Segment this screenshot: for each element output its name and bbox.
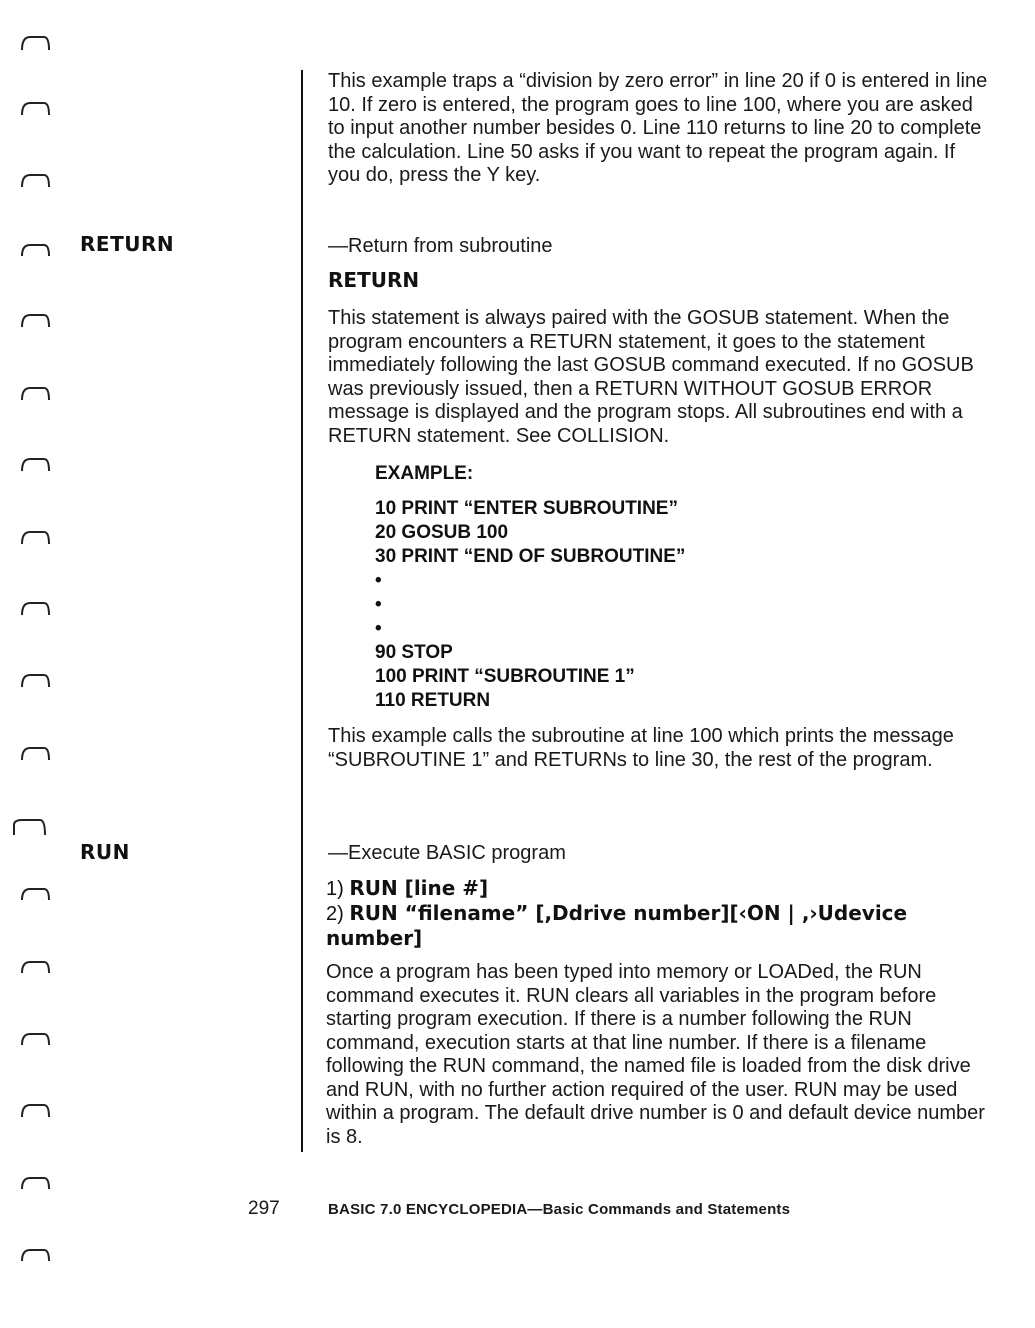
return-description-text: This statement is always paired with the GOSUB statement. When the program encounters a RETURN statement, it goes to the statement immediately following the last GOSUB command executed. If no GOSUB was previously issued, then a RETURN WITHOUT GOSUB ERROR message is displayed and the program stops. All subroutines end with a RETURN statement. See COLLISION.: [328, 307, 974, 447]
intro-paragraph: This example traps a “division by zero error” in line 20 if 0 is entered in line 10. If zero is entered, the program goes to line 100, where you are asked to input another number besides 0. Line 110 returns to line 20 to complete the calculation. Line 50 asks if you want to repeat the program again. If you do, press the Y key.: [328, 70, 988, 186]
return-explanation-text: This example calls the subroutine at line 100 which prints the message “SUBROUTINE 1” and RETURNs to line 30, the rest of the program.: [328, 725, 954, 771]
run-description-text: Once a program has been typed into memory or LOADed, the RUN command executes it. RUN clears all variables in the program before starting program execution. If there is a number following the RUN command, execution starts at that line number. If there is a filename following the RUN command, the named file is loaded from the disk drive and RUN, with no further action required of the user. RUN may be used within a program. The default drive number is 0 and default device number is 8.: [326, 961, 985, 1148]
run-format-2: [326, 901, 986, 951]
code-line: 30 PRINT “END OF SUBROUTINE”: [375, 546, 686, 567]
run-subtitle: —Execute BASIC program: [328, 842, 566, 864]
run-formats: [326, 876, 986, 951]
code-line: 10 PRINT “ENTER SUBROUTINE”: [375, 498, 678, 519]
code-line: 20 GOSUB 100: [375, 522, 509, 543]
return-subtitle: —Return from subroutine: [328, 235, 553, 257]
binding-holes: [0, 0, 70, 1328]
intro-text: [328, 70, 988, 188]
binding-holes-icon: [0, 0, 70, 1328]
column-divider: [301, 70, 303, 1152]
page-number: 297: [248, 1198, 280, 1219]
code-listing: [375, 497, 685, 713]
code-line: •: [375, 594, 382, 615]
code-line: 100 PRINT “SUBROUTINE 1”: [375, 666, 635, 687]
run-format-2-syntax: RUN “filename” [,Ddrive number][‹ON | ,›Udevice number]: [326, 901, 908, 950]
run-format-1-syntax: RUN [line #]: [349, 876, 489, 900]
return-description: [328, 307, 988, 448]
side-label-return: RETURN: [80, 232, 175, 256]
run-format-2-number: 2): [326, 903, 350, 925]
return-explanation: [328, 725, 988, 772]
example-label: EXAMPLE:: [375, 463, 474, 484]
return-format: RETURN: [328, 268, 420, 292]
code-line: 110 RETURN: [375, 690, 491, 711]
run-format-1-number: 1): [326, 878, 350, 900]
side-label-run: RUN: [80, 840, 130, 864]
code-line: •: [375, 618, 382, 639]
code-line: 90 STOP: [375, 642, 453, 663]
code-line: •: [375, 570, 382, 591]
run-description: [326, 961, 986, 1149]
running-footer: BASIC 7.0 ENCYCLOPEDIA—Basic Commands and Statements: [328, 1201, 791, 1218]
run-format-1: [326, 876, 986, 901]
